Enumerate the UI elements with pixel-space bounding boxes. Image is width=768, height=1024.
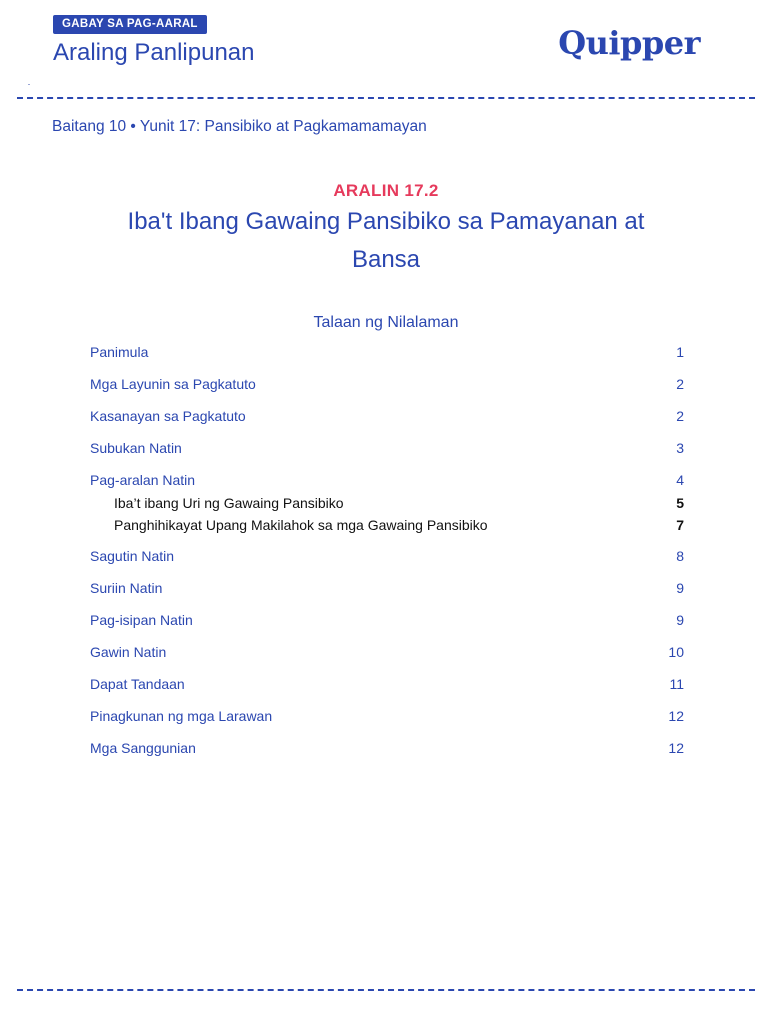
toc-item-sagutin[interactable] bbox=[90, 546, 684, 566]
toc-item-page: 7 bbox=[676, 517, 684, 533]
toc-item-page: 5 bbox=[676, 495, 684, 511]
toc-item-page: 1 bbox=[676, 344, 684, 360]
toc-item-page: 9 bbox=[676, 580, 684, 596]
toc-item-subukan[interactable] bbox=[90, 438, 684, 458]
toc-item-page: 9 bbox=[676, 612, 684, 628]
guide-badge: GABAY SA PAG-AARAL bbox=[53, 15, 207, 34]
breadcrumb: Baitang 10 • Yunit 17: Pansibiko at Pagkamamamayan bbox=[52, 118, 427, 135]
toc-subitem-panghihikayat[interactable] bbox=[114, 515, 684, 535]
toc-item-tandaan[interactable] bbox=[90, 674, 684, 694]
quipper-logo: Quipper bbox=[558, 24, 700, 62]
toc-item-label: Pag-aralan Natin bbox=[90, 472, 196, 488]
mark-dot bbox=[28, 84, 30, 85]
toc-item-page: 12 bbox=[668, 740, 684, 756]
toc-item-label: Kasanayan sa Pagkatuto bbox=[90, 408, 246, 424]
toc-item-page: 3 bbox=[676, 440, 684, 456]
toc-item-page: 10 bbox=[668, 644, 684, 660]
toc-item-page: 4 bbox=[676, 472, 684, 488]
toc-item-label: Gawin Natin bbox=[90, 644, 167, 660]
toc-item-pinagkunan[interactable] bbox=[90, 706, 684, 726]
toc-item-label: Pag-isipan Natin bbox=[90, 612, 193, 628]
toc-item-label: Panghihikayat Upang Makilahok sa mga Gawaing Pansibiko bbox=[114, 517, 488, 533]
toc-subitem-uri[interactable] bbox=[114, 493, 684, 513]
top-divider bbox=[17, 97, 755, 99]
toc-item-label: Suriin Natin bbox=[90, 580, 163, 596]
toc-item-label: Subukan Natin bbox=[90, 440, 182, 456]
toc-item-sanggunian[interactable] bbox=[90, 738, 684, 758]
subject-title: Araling Panlipunan bbox=[53, 39, 255, 66]
toc-item-page: 2 bbox=[676, 376, 684, 392]
lesson-number: ARALIN 17.2 bbox=[333, 181, 439, 200]
toc-item-page: 2 bbox=[676, 408, 684, 424]
toc-item-label: Sagutin Natin bbox=[90, 548, 175, 564]
toc-item-kasanayan[interactable] bbox=[90, 406, 684, 426]
toc-heading: Talaan ng Nilalaman bbox=[313, 314, 459, 331]
toc-item-page: 12 bbox=[668, 708, 684, 724]
lesson-title: Iba't Ibang Gawaing Pansibiko sa Pamayanan at Bansa bbox=[127, 208, 645, 273]
toc-item-label: Mga Sanggunian bbox=[90, 740, 196, 756]
toc-item-label: Iba’t ibang Uri ng Gawaing Pansibiko bbox=[114, 495, 344, 511]
toc-item-label: Pinagkunan ng mga Larawan bbox=[90, 708, 273, 724]
toc-item-panimula[interactable] bbox=[90, 342, 684, 362]
toc-item-pag-isipan[interactable] bbox=[90, 610, 684, 630]
toc-item-pag-aralan[interactable] bbox=[90, 470, 684, 490]
toc-item-page: 11 bbox=[669, 676, 684, 692]
toc-item-gawin[interactable] bbox=[90, 642, 684, 662]
bottom-divider bbox=[17, 989, 755, 991]
toc-item-label: Dapat Tandaan bbox=[90, 676, 185, 692]
toc-item-suriin[interactable] bbox=[90, 578, 684, 598]
toc-item-label: Mga Layunin sa Pagkatuto bbox=[90, 376, 256, 392]
toc-item-label: Panimula bbox=[90, 344, 149, 360]
toc-item-layunin[interactable] bbox=[90, 374, 684, 394]
toc-item-page: 8 bbox=[676, 548, 684, 564]
